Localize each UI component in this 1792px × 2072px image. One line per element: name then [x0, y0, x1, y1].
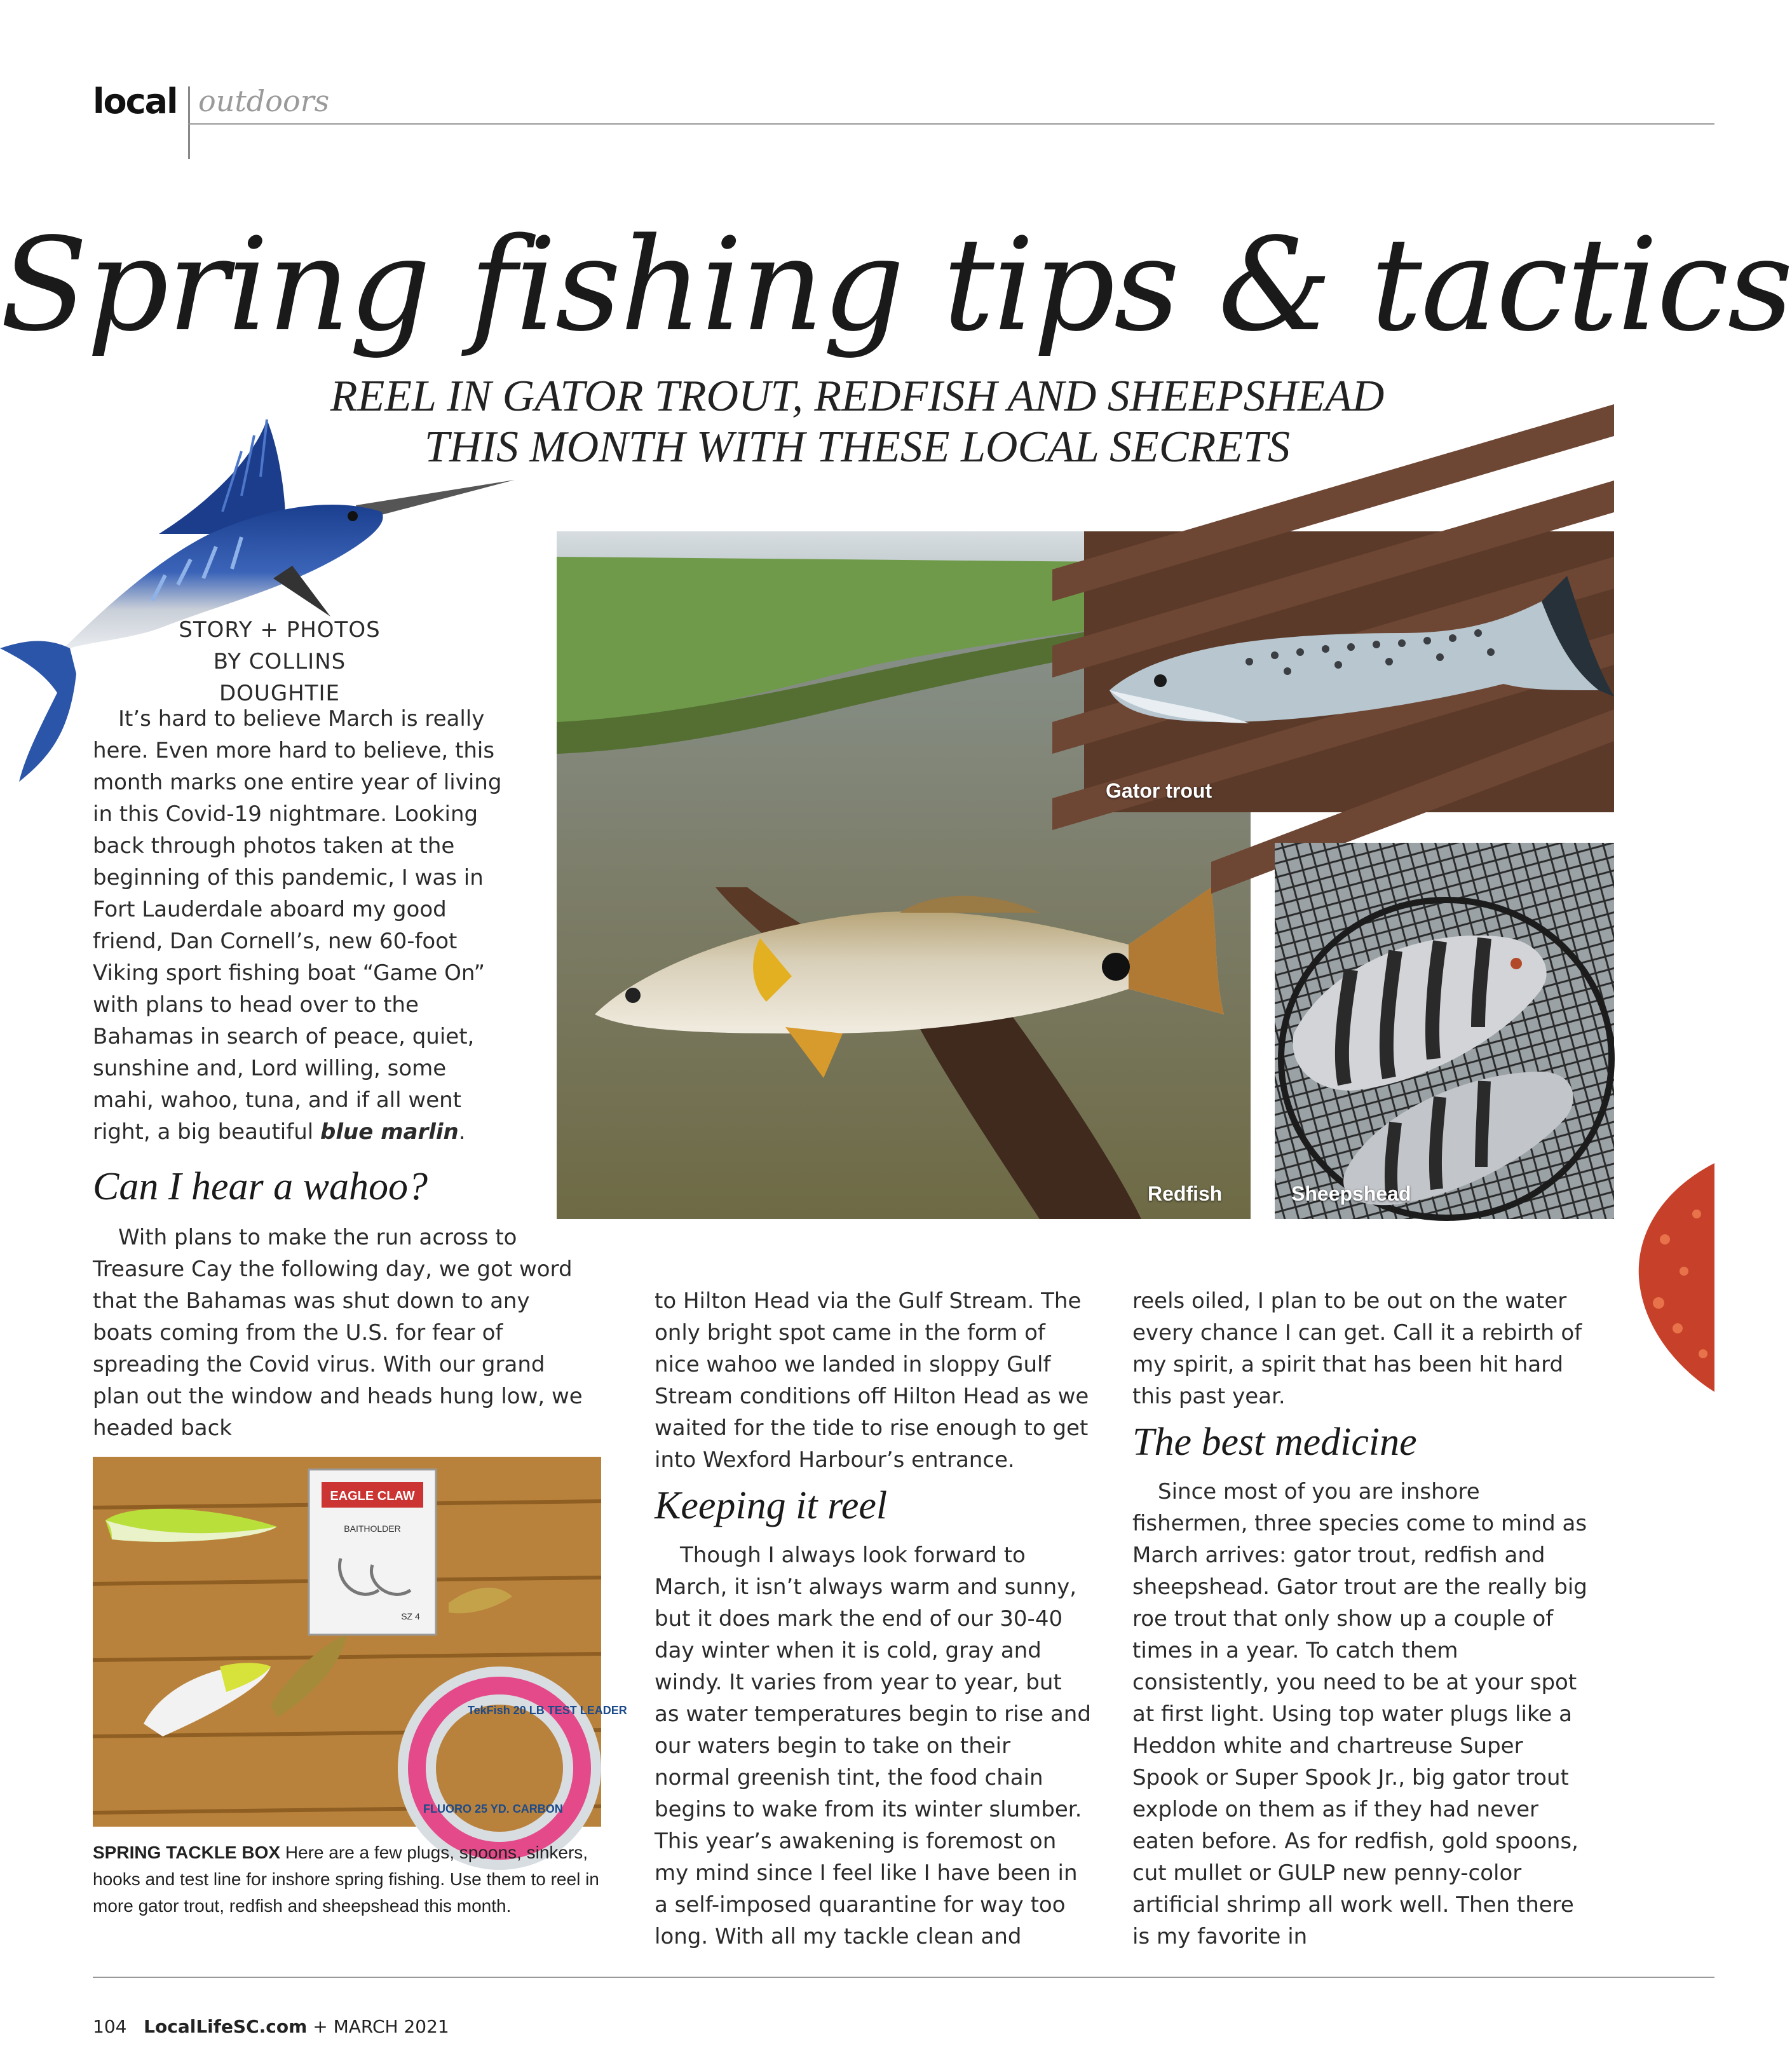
heading-can-i-hear-a-wahoo: Can I hear a wahoo?: [93, 1165, 428, 1208]
spool-top-label: TekFish 20 LB TEST LEADER: [468, 1704, 627, 1717]
heading-keeping-it-reel: Keeping it reel: [655, 1484, 888, 1527]
gator-trout-image: [1084, 531, 1614, 812]
redfish-caption: Redfish: [1148, 1182, 1223, 1205]
package-size: SZ 4: [401, 1611, 420, 1621]
keeping-it-reel-paragraph: [655, 1539, 1093, 1953]
site-name: LocalLifeSC.com: [144, 2016, 308, 2037]
col3-text: reels oiled, I plan to be out on the water every chance I can get. Call it a rebirth of my spirit, a spirit that has been hit hard this past year.: [1132, 1288, 1582, 1409]
tackle-caption-text: Here are a few plugs, spoons, sinkers, hooks and test line for inshore spring fishing. Use them to reel in more gator trout, redfish and sheepshead this month.: [93, 1843, 599, 1916]
intro-emphasis: blue marlin: [320, 1119, 459, 1145]
byline: [153, 614, 407, 709]
intro-text: It’s hard to believe March is really here. Even more hard to believe, this month marks one entire year of living in this Covid-19 nightmare. Looking back through photos taken at the beginning of this pandemic, I was in Fort Lauderdale aboard my good friend, Dan Cornell’s, new 60-foot Viking sport fishing boat “Game On” with plans to head over to the Bahamas in search of peace, quiet, sunshine and, Lord willing, some mahi, wahoo, tuna, and if all went right, a big beautiful: [93, 706, 502, 1145]
best-medicine-paragraph: [1132, 1476, 1590, 1953]
article-title: Spring fishing tips & tactics: [0, 210, 1792, 360]
gator-trout-photo: [1084, 531, 1614, 812]
sheepshead-image: [1275, 843, 1614, 1219]
wahoo-paragraph: [93, 1222, 595, 1444]
package-brand: EAGLE CLAW: [330, 1489, 415, 1503]
page-number: 104: [93, 2016, 127, 2037]
intro-end: .: [458, 1119, 466, 1145]
heading-the-best-medicine: The best medicine: [1132, 1421, 1417, 1464]
footer-rule: [93, 1977, 1714, 1978]
tackle-box-caption: [93, 1839, 601, 1919]
section-divider: [188, 86, 190, 159]
package-text: BAITHOLDER: [344, 1523, 401, 1534]
issue-date: + MARCH 2021: [313, 2016, 449, 2037]
red-pepper-flakes-decoration: [1627, 1163, 1714, 1392]
col2-paragraph: [655, 1285, 1093, 1476]
footer: [93, 2016, 449, 2037]
section-label: local: [93, 81, 177, 121]
col3-paragraph: [1132, 1285, 1590, 1412]
wahoo-text: With plans to make the run across to Treasure Cay the following day, we got word that the Bahamas was shut down to any boats coming from the U.S. for fear of spreading the Covid virus. With our grand plan out the window and heads hung low, we headed back: [93, 1225, 583, 1441]
gator-trout-caption: Gator trout: [1106, 779, 1212, 802]
intro-paragraph: [93, 703, 512, 1148]
tackle-box-image: [93, 1457, 627, 1827]
col2-text2: Though I always look forward to March, it isn’t always warm and sunny, but it does mark the end of our 30-40 day winter when it is cold, gray and windy. It varies from year to year, but as water temperatures begin to rise and our waters begin to take on their normal greenish tint, the food chain begins to wake from its winter slumber. This year’s awakening is foremost on my mind since I feel like I have been in a self-imposed quarantine for way too long. With all my tackle clean and: [655, 1543, 1091, 1949]
byline-line-1: STORY + PHOTOS: [179, 617, 381, 643]
subtitle-line-2: THIS MONTH WITH THESE LOCAL SECRETS: [424, 423, 1290, 472]
subtitle-line-1: REEL IN GATOR TROUT, REDFISH AND SHEEPSHEAD: [330, 372, 1385, 421]
byline-line-2: BY COLLINS DOUGHTIE: [213, 649, 346, 706]
col2-text: to Hilton Head via the Gulf Stream. The only bright spot came in the form of nice wahoo we landed in sloppy Gulf Stream conditions off Hilton Head as we waited for the tide to rise enough to get into Wexford Harbour’s entrance.: [655, 1288, 1089, 1473]
sheepshead-caption: Sheepshead: [1291, 1182, 1411, 1205]
subsection-label: outdoors: [198, 84, 330, 118]
header-rule: [188, 123, 1714, 125]
tackle-box-photo: [93, 1457, 627, 1827]
col3-text2: Since most of you are inshore fishermen, three species come to mind as March arrives: gator trout, redfish and sheepshead. Gator trout are the really big roe trout that only show up a couple of times in a year. To catch them consistently, you need to be at your spot at first light. Using top water plugs like a Heddon white and chartreuse Super Spook or Super Spook Jr., big gator trout explode on them as if they had never eaten before. As for redfish, gold spoons, cut mullet or GULP new penny-color artificial shrimp all work well. Then there is my favorite in: [1132, 1479, 1587, 1949]
sheepshead-photo: [1275, 843, 1614, 1219]
spool-bottom-label: FLUORO 25 YD. CARBON: [423, 1803, 563, 1815]
tackle-label: SPRING TACKLE BOX: [93, 1843, 281, 1862]
